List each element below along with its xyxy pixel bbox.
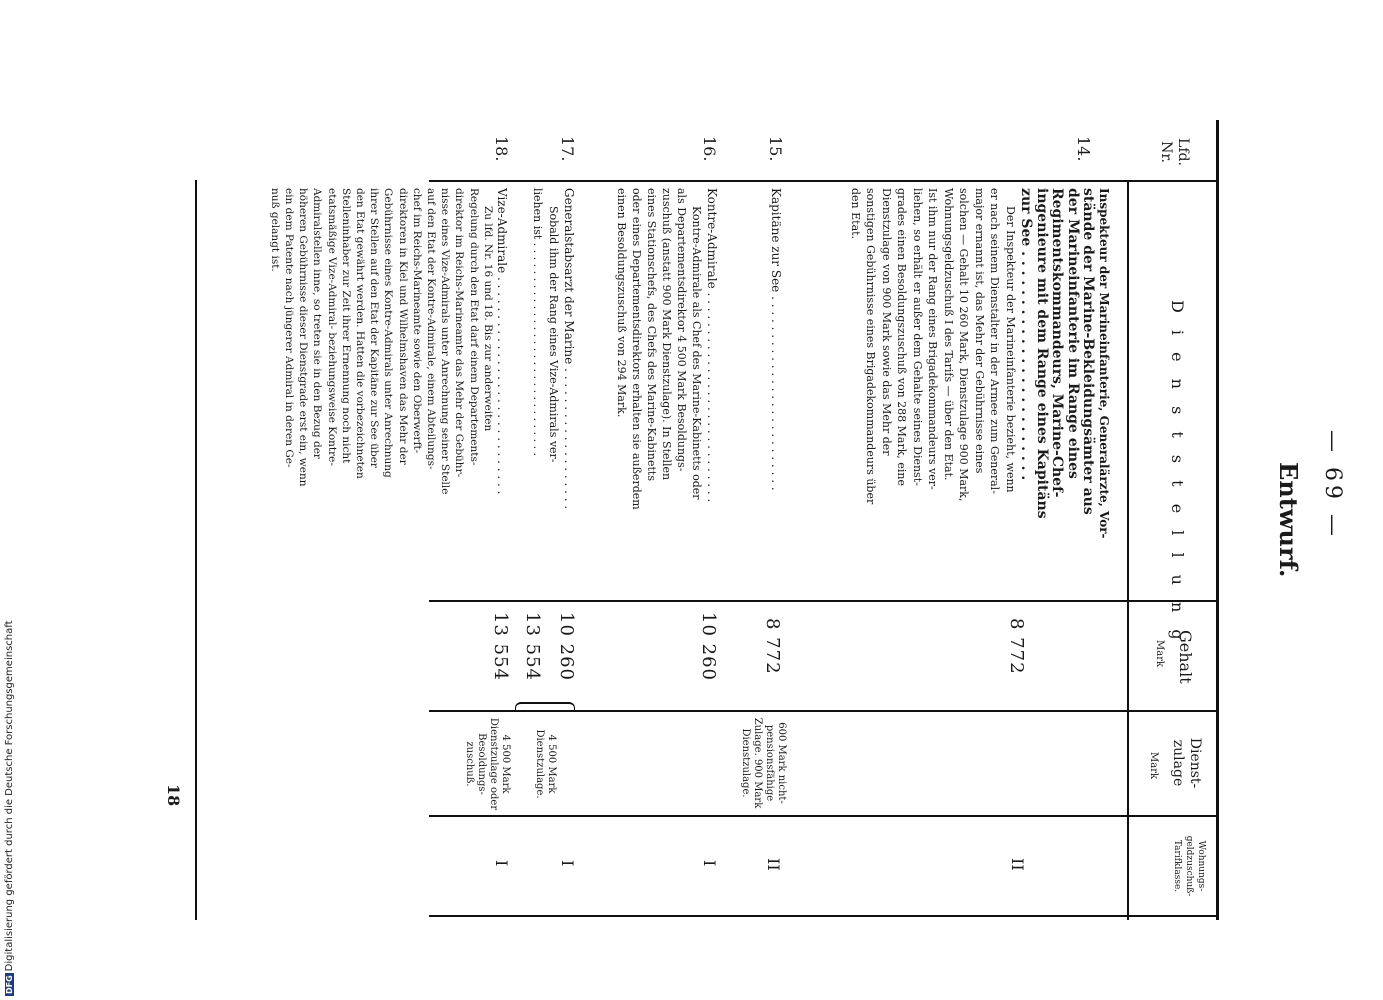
row-14-line-2: der Marineinfanterie im Range eines — [1065, 188, 1081, 479]
row-14-line-10: Wohnungsgeldzuschuß I des Tarifs — über den Etat. — [942, 188, 955, 481]
row-17-zulage: 4 500 Mark Dienstzulage. — [534, 729, 557, 799]
row-18-line-1: Zu lfd. Nr. 16 und 18. Bis zur anderweiten — [481, 206, 494, 432]
row-14-line-1: stände der Marine-Bekleidungsämter aus — [1080, 188, 1097, 515]
col-divider-right — [429, 915, 1219, 917]
row-16-text — [614, 188, 719, 594]
row-16-line-6: einen Besoldungszuschuß von 294 Mark. — [615, 188, 628, 418]
row-17-line-0: Generalstabsarzt der Marine . . . . . . . . . . . . . . . . . . . — [562, 188, 576, 510]
row-18-klasse: I — [492, 860, 511, 867]
row-18-line-15: ein dem Patente nach jüngerer Admiral in deren Ge- — [282, 188, 295, 468]
row-18-line-16: nuß gelangt ist. — [268, 188, 281, 272]
header-gehalt: Gehalt — [1176, 630, 1195, 684]
digitization-credit — [4, 620, 15, 996]
header-gehalt-unit: Mark — [1154, 640, 1165, 668]
sheet-number: 18 — [164, 784, 183, 807]
col-divider-klasse — [429, 815, 1219, 817]
row-16-line-4: eines Stationschefs, des Chefs des Marine-Kabinetts — [645, 188, 658, 481]
row-14-line-16: den Etat. — [849, 188, 862, 240]
row-14-line-7: er nach seinem Dienstalter in der Armee zum General- — [988, 188, 1002, 494]
col-divider-nr — [429, 180, 1219, 182]
row-14-line-5: zur See . . . . . . . . . . . . . . . . . . . . . . . . — [1018, 188, 1035, 481]
row-14-line-9: solchen — Gehalt 10 260 Mark, Dienstzulage 900 Mark, — [957, 188, 971, 502]
row-15-gehalt: 8 772 — [762, 618, 783, 675]
row-18-line-4: nisse eines Vize-Admirals unter Anrechnung seiner Stelle — [439, 188, 452, 495]
row-nr-15: 15. — [766, 136, 785, 162]
row-18-line-7: direktoren in Kiel und Wilhelmshaven das Mehr der — [396, 188, 409, 465]
row-17-gehalt: 10 260 — [556, 612, 577, 681]
row-16-line-1: Kontre-Admirale als Chef des Marine-Kabinetts oder — [690, 206, 703, 500]
dfg-logo: DFG — [5, 975, 14, 994]
row-18-zulage: 4 500 Mark Dienstzulage oder Besoldungs-zuschuß. — [464, 717, 511, 811]
header-dienststellung: D i e n s t s t e l l u n g — [1168, 300, 1187, 646]
digitization-credit-text: Digitalisierung gefördert durch die Deutsche Forschungsgemeinschaft — [4, 620, 15, 972]
row-15-zulage: 600 Mark nicht-pensionsfähige Zulage. 900 Mark Dienstzulage. — [740, 717, 787, 809]
row-15-line-0: Kapitäne zur See . . . . . . . . . . . . . . . . . . . . . . . . . . — [769, 188, 783, 491]
row-14-line-14: Dienstzulage von 900 Mark sowie das Mehr der — [880, 188, 893, 456]
row-18-line-11: Stelleninhaber zur Zeit ihrer Ernennung noch nicht — [339, 188, 352, 464]
row-18-text — [268, 188, 509, 598]
header-bottom-rule — [1127, 180, 1129, 920]
row-14-text — [848, 188, 1112, 594]
page-title: Entwurf. — [1274, 462, 1303, 578]
row-14-line-0: Inspekteur der Marineinfanterie, Generalärzte, Vor- — [1097, 188, 1111, 539]
header-dienstzulage-unit: Mark — [1148, 752, 1159, 780]
row-18-line-10: den Etat gewährt werden. Hatten die vorbezeichneten — [353, 188, 366, 479]
row-16-line-0: Kontre-Admirale . . . . . . . . . . . . . . . . . . . . . . . . . . . . — [705, 188, 719, 503]
row-14-line-15: sonstigen Gebührnisse eines Brigadekommandeurs über — [864, 188, 878, 505]
row-nr-17: 17. — [558, 136, 577, 162]
row-14-line-3: Regimentskommandeurs, Marine-Chef- — [1049, 188, 1066, 498]
row-14-line-8: major ernannt ist, das Mehr der Gebührnisse eines — [973, 188, 986, 474]
row-18-line-13: Admiralstellen inne, so treten sie in den Bezug der — [311, 188, 324, 459]
header-wohnung: Wohnungs-geldzuschuß-Tarifklasse. — [1172, 835, 1206, 897]
header-dienstzulage: Dienst-zulage — [1170, 737, 1203, 789]
row-17-gehalt-2: 13 554 — [522, 612, 543, 681]
row-18-line-9: ihrer Stellen auf den Etat der Kapitäne zur See über — [368, 188, 381, 468]
row-14-line-11: Ist ihm nur der Rang eines Brigadekommandeurs ver- — [926, 188, 940, 490]
row-14-line-13: grades einen Besoldungszuschuß von 288 Mark, eine — [895, 188, 909, 486]
row-16-line-5: oder eines Departementsdirektors erhalten sie außerdem — [630, 188, 643, 510]
row-18-gehalt: 13 554 — [490, 612, 511, 681]
row-18-line-5: auf den Etat der Kontre-Admirale, einem Abteilungs- — [424, 188, 437, 470]
row-18-line-14: höheren Gebührnisse dieser Dienstgrade erst ein, wenn — [297, 188, 310, 487]
row-16-line-2: als Departementsdirektor 4 500 Mark Besoldungs- — [675, 188, 688, 472]
row-18-line-6: chef im Reichs-Marineamte sowie den Oberwerft- — [410, 188, 423, 454]
zulage-brace — [515, 702, 575, 712]
row-17-line-1: Sobald ihm der Rang eines Vize-Admirals ver- — [547, 206, 560, 463]
row-18-line-3: direktor im Reichs-Marineamte das Mehr der Gebühr- — [453, 188, 466, 478]
row-18-line-2: Regelung durch den Etat darf einem Departements- — [467, 188, 480, 466]
row-nr-18: 18. — [492, 136, 511, 162]
row-nr-14: 14. — [1074, 136, 1093, 162]
page-number: — 69 — — [1320, 430, 1345, 540]
row-14-gehalt: 8 772 — [1006, 618, 1027, 675]
row-14-klasse: II — [1008, 858, 1027, 871]
row-18-line-12: etatsmäßige Vize-Admiral- beziehungsweise Kontre- — [325, 188, 338, 466]
row-16-klasse: I — [700, 860, 719, 867]
table-bottom-rule — [195, 180, 197, 920]
row-15-klasse: II — [764, 858, 783, 871]
row-18-line-8: Gebührnisse eines Kontre-Admirals unter Anrechnung — [382, 188, 395, 478]
row-17-line-2: liehen ist . . . . . . . . . . . . . . . . . . . . . . . . . . . . . . . — [531, 188, 544, 457]
row-nr-16: 16. — [700, 136, 719, 162]
row-16-gehalt: 10 260 — [698, 612, 719, 681]
row-17-klasse: I — [558, 860, 577, 867]
table-top-rule — [1216, 120, 1219, 920]
row-14-line-4: ingenieure mit dem Range eines Kapitäns — [1034, 188, 1050, 519]
row-18-line-0: Vize-Admirale . . . . . . . . . . . . . . . . . . . . . . . . . . . . . — [495, 188, 509, 495]
row-16-line-3: zuschuß (anstatt 900 Mark Dienstzulage). In Stellen — [660, 188, 673, 481]
row-14-line-6: Der Inspekteur der Marineinfanterie bezieht, wenn — [1004, 206, 1017, 493]
row-14-line-12: liehen, so erhält er außer dem Gehalte seines Dienst- — [911, 188, 924, 486]
col-divider-gehalt — [429, 600, 1219, 602]
header-lfd-nr: Lfd. Nr. — [1158, 138, 1191, 166]
row-17-text — [529, 188, 577, 594]
